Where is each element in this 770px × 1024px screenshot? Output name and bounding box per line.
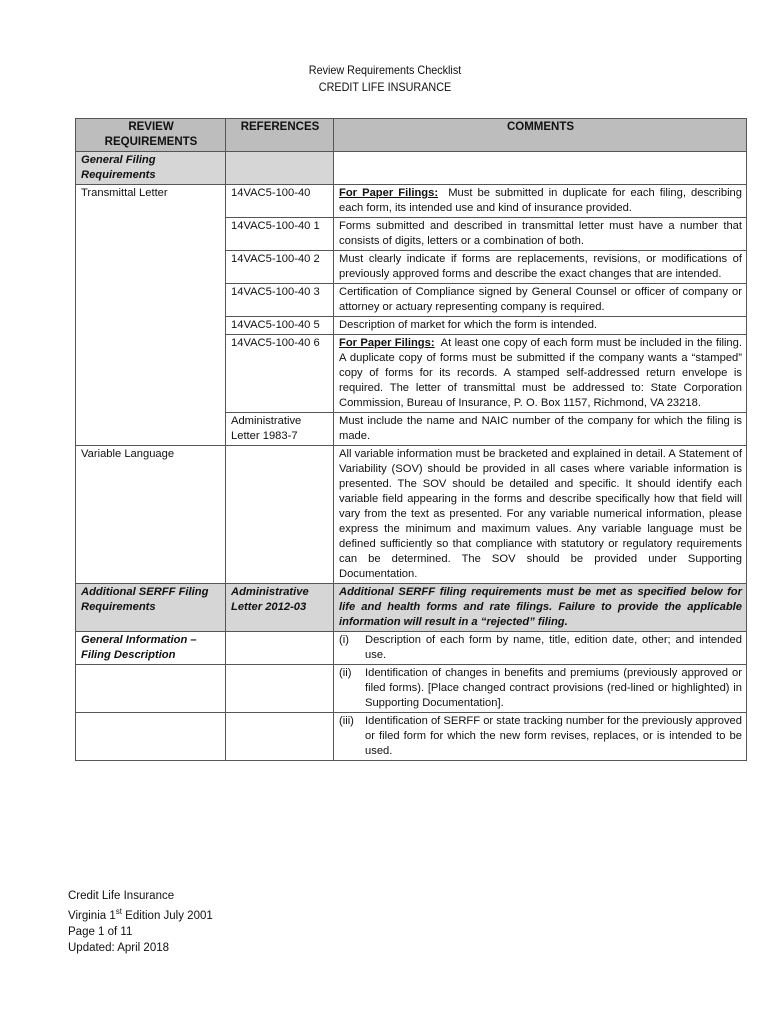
item-number: (iii) bbox=[339, 715, 354, 727]
comment-cell bbox=[334, 632, 747, 665]
item-number: (ii) bbox=[339, 667, 352, 679]
column-header: REVIEW REQUIREMENTS bbox=[76, 119, 226, 152]
comment-cell: Must clearly indicate if forms are replacements, revisions, or modifications of previously approved forms and describe the exact changes that are intended. bbox=[334, 251, 747, 284]
reference-cell bbox=[226, 665, 334, 713]
comment-cell: Additional SERFF filing requirements must be met as specified below for life and health forms and rate filings. Failure to provide the applicable information will result in a “rejected” filing. bbox=[334, 584, 747, 632]
footer-edition-sup: st bbox=[115, 907, 122, 916]
comment-text: At least one copy of each form must be included in the filing. A duplicate copy of forms must be submitted if the company wants a “stamped” copy of forms for its records. A stamped self-addressed return envelope is required. The letter of transmittal must be addressed to: State Corporation Commission, Bureau of Insurance, P. O. Box 1157, Richmond, VA 23218. bbox=[339, 337, 742, 409]
document-title: Review Requirements Checklist bbox=[308, 63, 462, 77]
empty-cell bbox=[226, 152, 334, 185]
reference-cell: Administrative Letter 2012-03 bbox=[226, 584, 334, 632]
document-subtitle: CREDIT LIFE INSURANCE bbox=[318, 80, 452, 94]
updated-date: Updated: April 2018 bbox=[68, 941, 170, 954]
table-row bbox=[76, 584, 747, 632]
comment-cell: Description of market for which the form is intended. bbox=[334, 317, 747, 335]
column-header: COMMENTS bbox=[334, 119, 747, 152]
comment-cell bbox=[334, 665, 747, 713]
comment-lead: For Paper Filings: bbox=[339, 337, 435, 349]
requirement-cell: Additional SERFF Filing Requirements bbox=[76, 584, 226, 632]
comment-cell: Certification of Compliance signed by General Counsel or officer of company or attorney or actuary representing company is required. bbox=[334, 284, 747, 317]
table-header-row bbox=[76, 119, 747, 152]
reference-cell: 14VAC5-100-40 1 bbox=[226, 218, 334, 251]
comment-cell bbox=[334, 713, 747, 761]
comment-cell bbox=[334, 185, 747, 218]
footer-edition-suffix: Edition July 2001 bbox=[121, 909, 213, 922]
reference-cell bbox=[226, 632, 334, 665]
page-footer bbox=[68, 888, 213, 956]
item-number: (i) bbox=[339, 634, 349, 646]
reference-cell: 14VAC5-100-40 6 bbox=[226, 335, 334, 413]
comment-cell: Forms submitted and described in transmittal letter must have a number that consists of digits, letters or a combination of both. bbox=[334, 218, 747, 251]
comment-cell bbox=[334, 335, 747, 413]
table-row bbox=[76, 665, 747, 713]
empty-cell bbox=[334, 152, 747, 185]
comment-cell: Must include the name and NAIC number of the company for which the filing is made. bbox=[334, 413, 747, 446]
section-title: General Filing Requirements bbox=[76, 152, 226, 185]
reference-cell bbox=[226, 713, 334, 761]
item-text: Identification of SERFF or state tracking number for the previously approved or filed form for which the new form revises, replaces, or is intended to be used. bbox=[365, 715, 742, 757]
section-row bbox=[76, 152, 747, 185]
table-row bbox=[76, 632, 747, 665]
title-block bbox=[39, 62, 732, 96]
table-row bbox=[76, 185, 747, 218]
requirement-cell: General Information – Filing Description bbox=[76, 632, 226, 665]
reference-cell: Administrative Letter 1983-7 bbox=[226, 413, 334, 446]
footer-edition-prefix: Virginia 1 bbox=[68, 909, 116, 922]
footer-edition bbox=[68, 904, 213, 924]
comment-cell: All variable information must be bracketed and explained in detail. A Statement of Variability (SOV) should be provided in all cases where variable information is presented. The SOV should be detailed and specific. It should identify each variable field appearing in the forms and describe specifically how that field will vary from the text as presented. For any variable numerical information, please express the minimum and maximum values. Any variable language must be defined sufficiently so that compliance with statutory or regulatory requirements can be determined. The SOV should be provided under Supporting Documentation. bbox=[334, 446, 747, 584]
reference-cell: 14VAC5-100-40 bbox=[226, 185, 334, 218]
page-number: Page 1 of 11 bbox=[68, 925, 133, 938]
requirement-cell: Transmittal Letter bbox=[76, 185, 226, 446]
requirement-cell bbox=[76, 713, 226, 761]
comment-lead: For Paper Filings: bbox=[339, 187, 439, 199]
footer-line: Credit Life Insurance bbox=[68, 890, 175, 902]
reference-cell: 14VAC5-100-40 5 bbox=[226, 317, 334, 335]
reference-cell bbox=[226, 446, 334, 584]
comment-text: Must be submitted in duplicate for each filing, describing each form, its intended use and kind of insurance provided. bbox=[339, 187, 742, 214]
requirement-cell: Variable Language bbox=[76, 446, 226, 584]
table-row bbox=[76, 713, 747, 761]
column-header: REFERENCES bbox=[226, 119, 334, 152]
item-text: Description of each form by name, title, edition date, other; and intended use. bbox=[365, 634, 742, 661]
requirements-table bbox=[75, 118, 747, 761]
requirement-cell bbox=[76, 665, 226, 713]
table-row bbox=[76, 446, 747, 584]
item-text: Identification of changes in benefits and premiums (previously approved or filed forms). [Place changed contract provisions (red-lined or highlighted) in Supporting Documentation]. bbox=[365, 667, 742, 709]
reference-cell: 14VAC5-100-40 3 bbox=[226, 284, 334, 317]
reference-cell: 14VAC5-100-40 2 bbox=[226, 251, 334, 284]
